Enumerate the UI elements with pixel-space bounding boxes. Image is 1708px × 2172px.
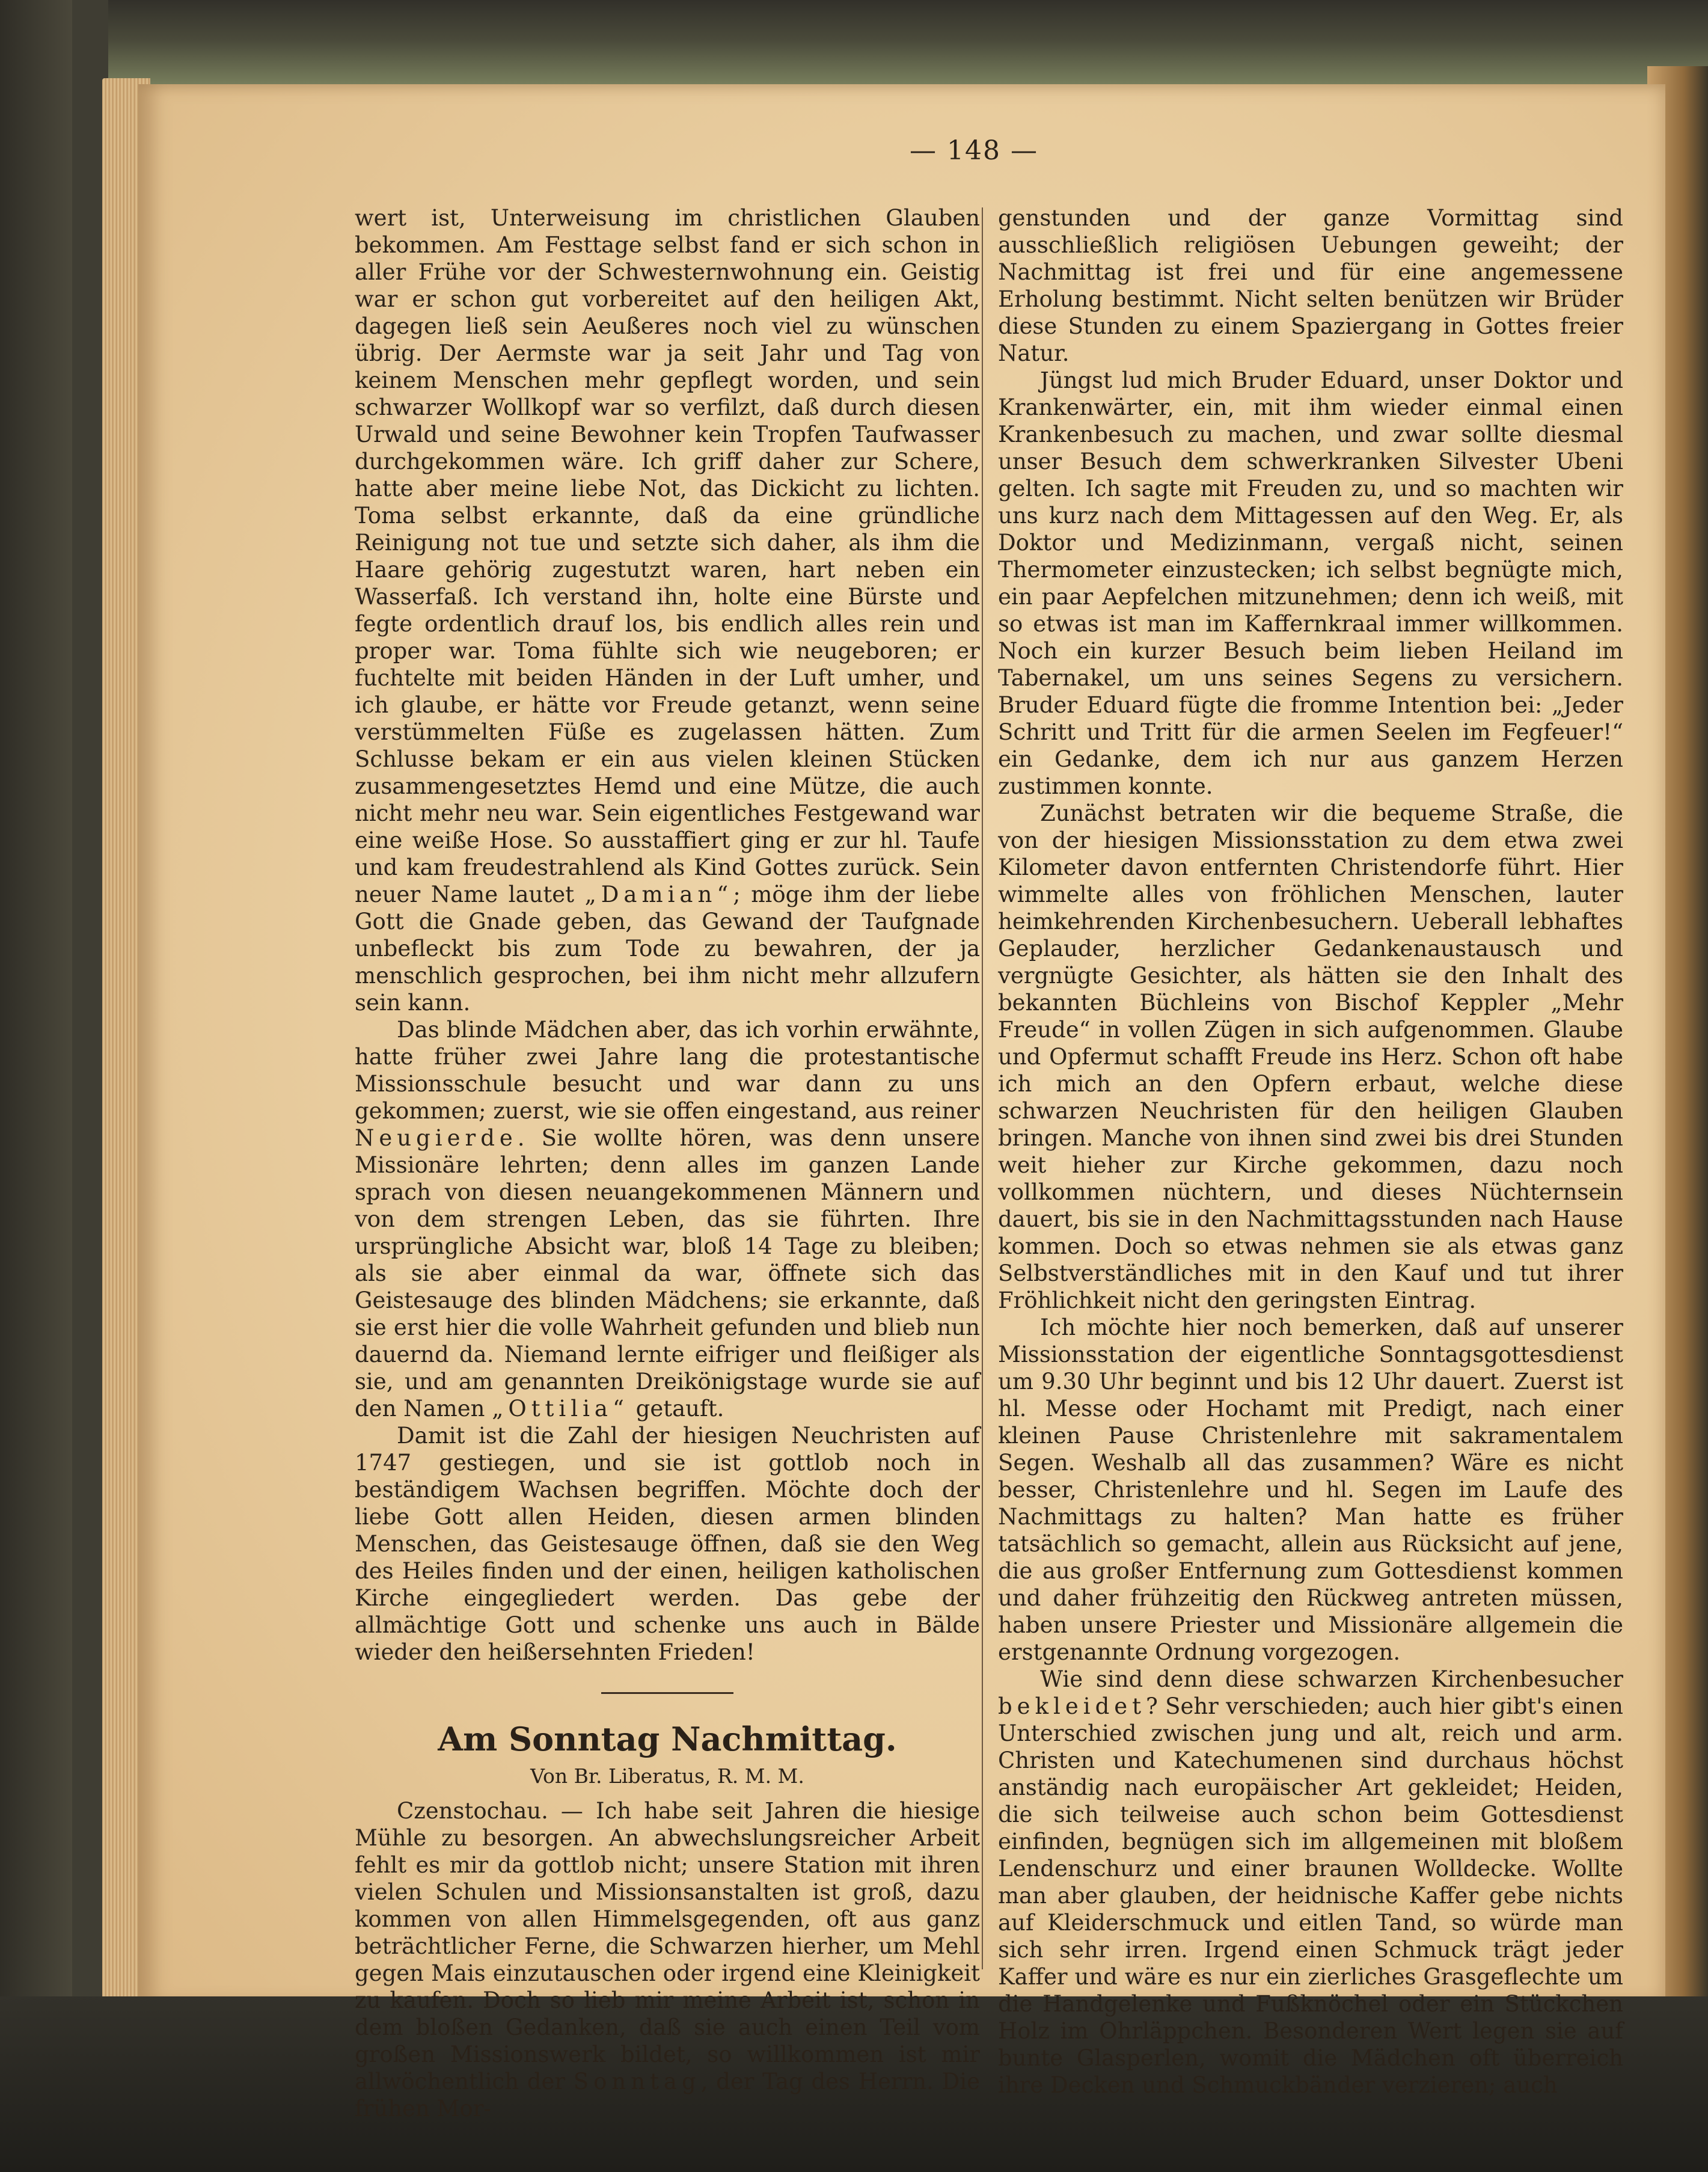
left-paragraph-1 xyxy=(355,204,980,1016)
spaced-name-damian: „Damian“ xyxy=(584,882,733,907)
right-column xyxy=(998,204,1623,2098)
spaced-word-sonntag: Sonntag xyxy=(573,2069,701,2094)
right-paragraph-5 xyxy=(998,1666,1623,2099)
column-rule xyxy=(982,207,983,1969)
book-cover-top xyxy=(108,0,1708,90)
text-run: getauft. xyxy=(635,1396,724,1422)
article-byline: Von Br. Liberatus, R. M. M. xyxy=(530,1764,804,1788)
section-divider xyxy=(601,1692,733,1694)
left-column xyxy=(355,204,981,2121)
text-run: ; möge ihm der liebe Gott die Gnade geben, das Gewand der Taufgnade unbefleckt bis zum Tode zu bewahren, der ja menschlich gesprochen, bei ihm nicht mehr allzufern sein kann. xyxy=(355,882,981,1016)
text-run: Czenstochau. — Ich habe seit Jahren die hiesige Mühle zu besorgen. An abwechslungsreicher Arbeit fehlt es mir da gottlob nicht; unsere Station mit ihren vielen Schulen und Missionsanstalten ist groß, dazu kommen von allen Himmelsgegenden, oft aus ganz beträchtlicher Ferne, die Schwarzen hierher, um Mehl gegen Mais einzutauschen oder irgend eine Kleinigkeit zu kaufen. Doch so lieb mir meine Arbeit ist, schon in dem bloßen Gedanken, daß sie auch einen Teil vom großen Missionswerk bildet, so willkommen ist mir allwöchentlich der xyxy=(355,1798,980,2094)
left-paragraph-3: Damit ist die Zahl der hiesigen Neuchristen auf 1747 gestiegen, und sie ist gottlob noch in beständigem Wachsen begriffen. Möchte doch der liebe Gott allen Heiden, diesen armen blinden Menschen, das Geistesauge öffnen, daß sie den Weg des Heiles finden und der einen, heiligen katholischen Kirche eingegliedert werden. Das gebe der allmächtige Gott und schenke uns auch in Bälde wieder den heißersehnten Frieden! xyxy=(355,1423,980,1665)
text-run: , der Tag des Herrn. Die frühen Mor- xyxy=(355,2069,980,2121)
text-run: ? Sehr verschieden; auch hier gibt's einen Unterschied zwischen jung und alt, reich und arm. Christen und Katechumenen sind durchaus höchst anständig nach europäischer Art gekleidet; Heiden, die sich teilweise auch schon beim Gottesdienst einfinden, begnügen sich im allgemeinen mit bloßem Lendenschurz und einer braunen Wolldecke. Wollte man aber glauben, der heidnische Kaffer gebe nichts auf Kleiderschmuck und eitlen Tand, so würde man sich sehr irren. Irgend einen Schmuck trägt jeder Kaffer und wäre es nur ein zierliches Grasgeflechte um die Handgelenke und Fußknöchel oder ein Stückchen Holz im Ohrläppchen. Besonderen Wert legen sie auf bunte Glasperlen, womit die Mädchen oft überreich ihre Decken und Schmuckbänder verzieren; auch xyxy=(998,1693,1623,2098)
text-run: Das blinde Mädchen aber, das ich vorhin erwähnte, hatte früher zwei Jahre lang die protestantische Missionsschule besucht und war dann zu uns gekommen; zuerst, wie sie offen eingestand, aus reiner xyxy=(355,1017,980,1124)
text-run: Wie sind denn diese schwarzen Kirchenbesucher xyxy=(1040,1666,1623,1692)
right-paragraph-2: Jüngst lud mich Bruder Eduard, unser Doktor und Krankenwärter, ein, mit ihm wieder einmal einen Krankenbesuch zu machen, und zwar sollte diesmal unser Besuch dem schwerkranken Silvester Ubeni gelten. Ich sagte mit Freuden zu, und so machten wir uns kurz nach dem Mittagessen auf den Weg. Er, als Doktor und Medizinmann, vergaß nicht, seinen Thermometer einzustecken; ich selbst begnügte mich, ein paar Aepfelchen mitzunehmen; denn ich weiß, mit so etwas ist man im Kaffernkraal immer willkommen. Noch ein kurzer Besuch beim lieben Heiland im Tabernakel, um uns seines Segens zu versichern. Bruder Eduard fügte die fromme Intention bei: „Jeder Schritt und Tritt für die armen Seelen im Fegfeuer!“ ein Gedanke, dem ich nur aus ganzem Herzen zustimmen konnte. xyxy=(998,367,1623,799)
spaced-name-ottilia: „Ottilia“ xyxy=(492,1396,629,1422)
right-paragraph-1: genstunden und der ganze Vormittag sind ausschließlich religiösen Uebungen geweiht; der Nachmittag ist frei und für eine angemessene Erholung bestimmt. Nicht selten benützen wir Brüder diese Stunden zu einem Spaziergang in Gottes freier Natur. xyxy=(998,205,1623,366)
left-paragraph-2 xyxy=(355,1016,980,1422)
left-paragraph-4 xyxy=(355,1797,980,2122)
article-title: Am Sonntag Nachmittag. xyxy=(438,1720,897,1758)
right-paragraph-4: Ich möchte hier noch bemerken, daß auf unserer Missionsstation der eigentliche Sonntagsgottesdienst um 9.30 Uhr beginnt und bis 12 Uhr dauert. Zuerst ist hl. Messe oder Hochamt mit Predigt, nach einer kleinen Pause Christenlehre mit sakramentalem Segen. Weshalb all das zusammen? Wäre es nicht besser, Christenlehre und hl. Segen im Laufe des Nachmittags zu halten? Man hatte es früher tatsächlich so gemacht, allein aus Rücksicht auf jene, die aus großer Entfernung zum Gottesdienst kommen und daher frühzeitig den Rückweg antreten müssen, haben unsere Priester und Missionäre allgemein die erstgenannte Ordnung vorgezogen. xyxy=(998,1315,1623,1665)
text-run: wert ist, Unterweisung im christlichen Glauben bekommen. Am Festtage selbst fand er sich schon in aller Frühe vor der Schwesternwohnung ein. Geistig war er schon gut vorbereitet auf den heiligen Akt, dagegen ließ sein Aeußeres noch viel zu wünschen übrig. Der Aermste war ja seit Jahr und Tag von keinem Menschen mehr gepflegt worden, und sein schwarzer Wollkopf war so verfilzt, daß durch diesen Urwald und seine Bewohner kein Tropfen Taufwasser durchgekommen wäre. Ich griff daher zur Schere, hatte aber meine liebe Not, das Dickicht zu lichten. Toma selbst erkannte, daß da eine gründliche Reinigung not tue und setzte sich daher, als ihm die Haare gehörig zugestutzt waren, hart neben ein Wasserfaß. Ich verstand ihn, holte eine Bürste und fegte ordentlich drauf los, bis endlich alles rein und proper war. Toma fühlte sich wie neugeboren; er fuchtelte mit beiden Händen in der Luft umher, und ich glaube, er hätte vor Freude getanzt, wenn seine verstümmelten Füße es zugelassen hätten. Zum Schlusse bekam er ein aus vielen kleinen Stücken zusammengesetztes Hemd und eine Mütze, die auch nicht mehr neu war. Sein eigentliches Festgewand war eine weiße Hose. So ausstaffiert ging er zur hl. Taufe und kam freudestrahlend als Kind Gottes zurück. Sein neuer Name lautet xyxy=(355,205,980,907)
book-cover-left xyxy=(0,0,72,2172)
text-run: . Sie wollte hören, was denn unsere Missionäre lehrten; denn alles im ganzen Lande sprach von diesen neuangekommenen Männern und von dem strengen Leben, das sie führten. Ihre ursprüngliche Absicht war, bloß 14 Tage zu bleiben; als sie aber einmal da war, öffnete sich das Geistesauge des blinden Mädchens; sie erkannte, daß sie erst hier die volle Wahrheit gefunden und blieb nun dauernd da. Niemand lernte eifriger und fleißiger als sie, und am genannten Dreikönigstage wurde sie auf den Namen xyxy=(355,1125,980,1422)
spaced-word-neugierde: Neugierde xyxy=(355,1125,518,1151)
right-paragraph-3: Zunächst betraten wir die bequeme Straße, die von der hiesigen Missionsstation zu dem etwa zwei Kilometer davon entfernten Christendorfe führt. Hier wimmelte alles von fröhlichen Menschen, lauter heimkehrenden Kirchenbesuchern. Ueberall lebhaftes Geplauder, herzlicher Gedankenaustausch und vergnügte Gesichter, als hätten sie den Inhalt des bekannten Büchleins von Bischof Keppler „Mehr Freude“ in vollen Zügen in sich aufgenommen. Glaube und Opfermut schafft Freude ins Herz. Schon oft habe ich mich an den Opfern erbaut, welche diese schwarzen Neuchristen für den heiligen Glauben bringen. Manche von ihnen sind zwei bis drei Stunden weit hieher zur Kirche gekommen, dazu noch vollkommen nüchtern, und dieses Nüchternsein dauert, bis sie in den Nachmittagsstunden nach Hause kommen. Doch so etwas nehmen sie als etwas ganz Selbstverständliches mit in den Kauf und tut ihrer Fröhlichkeit nicht den geringsten Eintrag. xyxy=(998,800,1623,1313)
page-number: — 148 — xyxy=(910,135,1038,166)
spaced-word-bekleidet: bekleidet xyxy=(998,1693,1146,1719)
